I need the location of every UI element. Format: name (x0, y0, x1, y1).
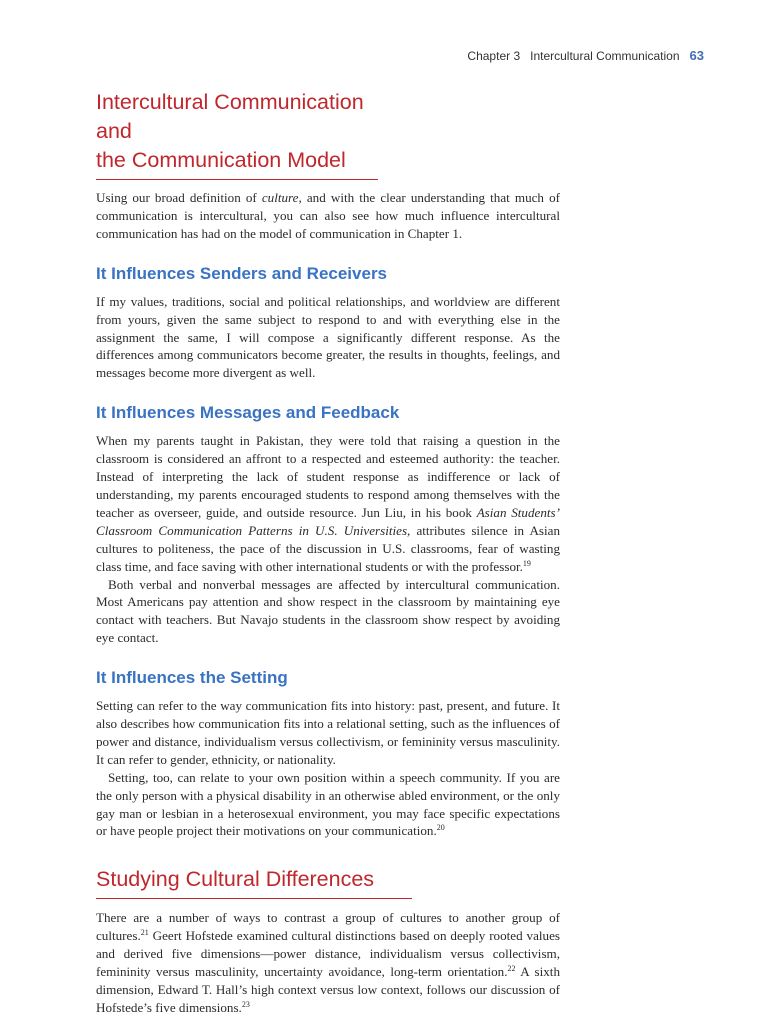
paragraph-cultural-differences (96, 909, 560, 1016)
differences-text-1: There are a number of ways to contrast a group of cultures to another group of cultures. (96, 910, 560, 944)
intro-text-1: Using our broad definition of (96, 190, 262, 205)
messages-text-2: attributes silence in Asian cultures to politeness, the pace of the discussion in U.S. classrooms, fear of wasting class time, and face saving with other international students or with the professor. (96, 522, 560, 574)
footnote-ref-21: 21 (140, 928, 149, 938)
section-heading (96, 88, 378, 180)
intro-emphasis: culture, (261, 190, 302, 205)
intro-text-2: and with the clear understanding that much of communication is intercultural, you can also see how much influence intercultural communication has had on the model of communication in Chapter 1. (96, 190, 560, 241)
paragraph-messages-feedback-2: Both verbal and nonverbal messages are affected by intercultural communication. Most Americans pay attention and show respect in the classroom by maintaining eye contact with teachers. But Navajo students in the classroom show respect by avoiding eye contact. (96, 576, 560, 646)
chapter-label: Chapter 3 (467, 49, 521, 63)
messages-text-1: When my parents taught in Pakistan, they were told that raising a question in the classroom is considered an affront to a respected and esteemed authority: the teacher. Instead of interpreting the lack of student response as indifference or lack of understanding, my parents encouraged students to respond among themselves with the teacher as overseer, guide, and outside resource. Jun Liu, in his book (96, 433, 560, 520)
footnote-ref-20: 20 (436, 823, 445, 833)
footnote-ref-23: 23 (241, 999, 250, 1009)
book-title: Asian Students’ Classroom Communication Patterns in U.S. Universities, (96, 504, 560, 538)
subheading-messages-feedback: It Influences Messages and Feedback (96, 403, 400, 423)
subheading-senders-receivers: It Influences Senders and Receivers (96, 263, 388, 283)
section-heading-2 (96, 865, 412, 899)
running-header (467, 48, 704, 63)
subheading-setting: It Influences the Setting (96, 668, 288, 688)
footnote-ref-19: 19 (522, 558, 531, 568)
section-title-line2: the Communication Model (96, 148, 346, 172)
differences-text-2: Geert Hofstede examined cultural distinctions based on deeply rooted values and derived five dimensions—power distance, individualism versus collectivism, femininity versus masculinity, uncertainty avoidance, long-term orientation. (96, 928, 560, 980)
page-number: 63 (689, 48, 704, 63)
footnote-ref-22: 22 (507, 964, 516, 974)
section-title-line1: Intercultural Communication and (96, 90, 364, 143)
paragraph-senders-receivers: If my values, traditions, social and political relationships, and worldview are different from yours, given the same subject to respond to and with everything else in the assignment the same, I will compose a significantly different response. As the differences among communicators become greater, the results in thoughts, feelings, and messages become more divergent as well. (96, 293, 560, 381)
setting-text-2: Setting, too, can relate to your own position within a speech community. If you are the only person with a physical disability in an otherwise abled environment, or the only gay man or lesbian in a heterosexual environment, you may face specific expectations or have people project their motivations on your communication. (96, 769, 560, 839)
section-title-2: Studying Cultural Differences (96, 867, 375, 892)
paragraph-setting-1: Setting can refer to the way communication fits into history: past, present, and future. It also describes how communication fits into a relational setting, such as the influences of power and distance, individualism versus collectivism, or femininity versus masculinity. It can refer to gender, ethnicity, or nationality. (96, 698, 560, 767)
paragraph-messages-feedback-1 (96, 432, 560, 575)
paragraph-setting-2 (96, 769, 560, 841)
page-content (96, 88, 560, 1017)
differences-text-3: A sixth dimension, Edward T. Hall’s high context versus low context, follows our discussion of Hofstede’s five dimensions. (96, 964, 560, 1015)
chapter-title: Intercultural Communication (530, 49, 680, 63)
section-intro-paragraph (96, 189, 560, 243)
